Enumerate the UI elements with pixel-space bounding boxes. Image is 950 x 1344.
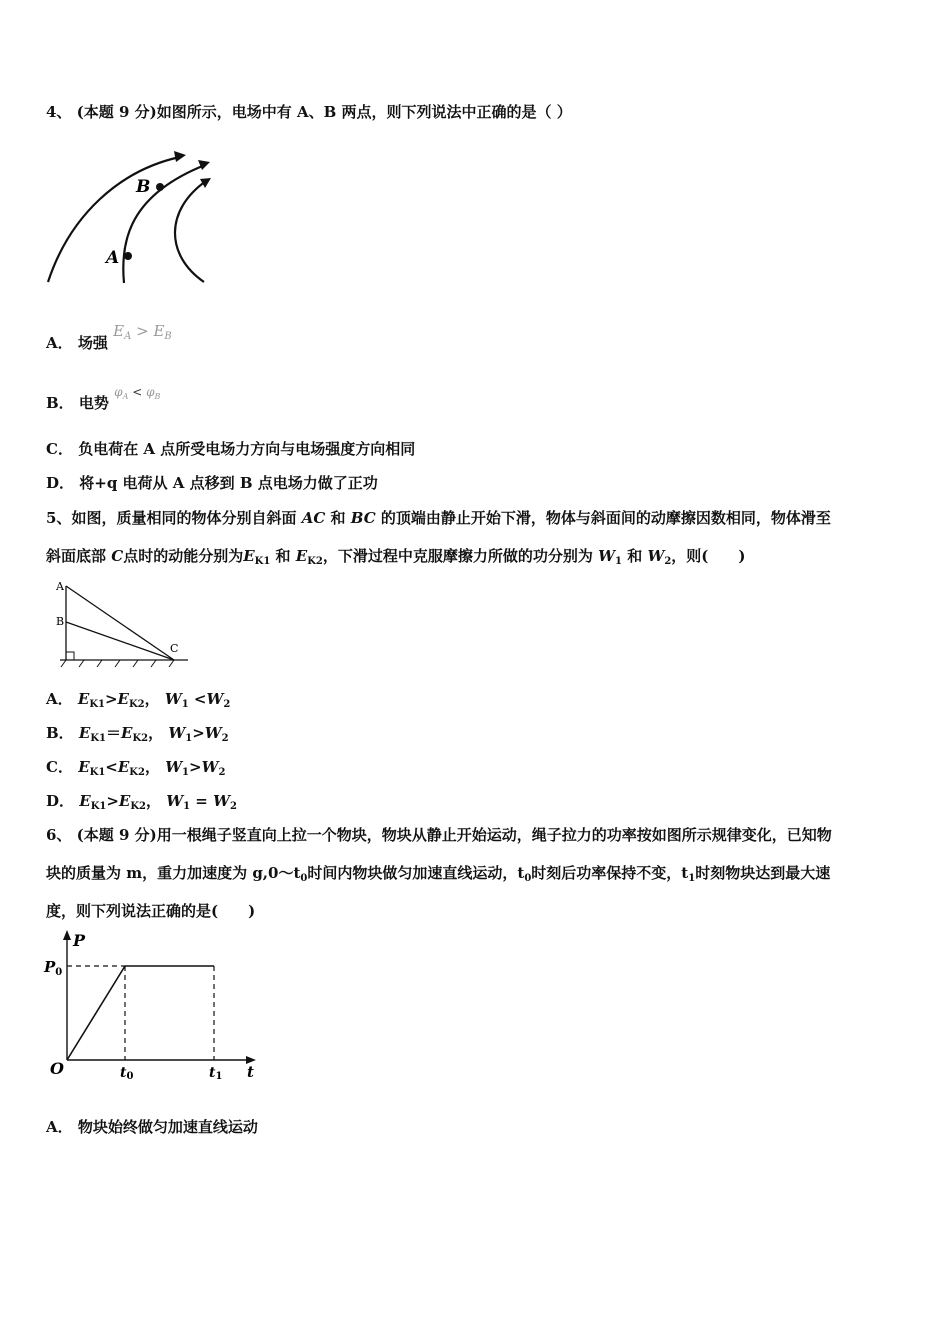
ramp-line xyxy=(67,966,125,1060)
option-text: 负电荷在 A 点所受电场力方向与电场强度方向相同 xyxy=(78,440,416,458)
point-a xyxy=(124,252,132,260)
arrowhead-2 xyxy=(198,160,210,170)
q4-option-d[interactable] xyxy=(46,472,378,493)
q6-power-time-graph xyxy=(40,928,270,1083)
option-text: 电势 xyxy=(78,394,109,412)
q5-option-c[interactable]: C． $E_{K1}<E_{K2}$， $W_1>W_2$ xyxy=(46,758,226,778)
q6-stem-line2: 块的质量为 m，重力加速度为 $g,0\sim t_0$时间内物块做匀加速直线运动，$t_0$时刻后功率保持不变，$t_1$时刻物块达到最大速 xyxy=(46,864,831,884)
q4-option-a[interactable] xyxy=(46,322,172,354)
q5-stem-line2: 斜面底部 C点时的动能分别为$E_{K1}$ 和 $E_{K2}$，下滑过程中克服摩擦力所做的功分别为 $W_1$ 和 $W_2$，则( ) xyxy=(46,547,746,567)
option-letter: C． xyxy=(46,440,73,458)
q4-field-lines-figure xyxy=(40,145,230,290)
label-a: A xyxy=(56,580,64,593)
incline-bc xyxy=(66,622,174,660)
point-b xyxy=(156,183,164,191)
p0-label: $P_0$ xyxy=(44,958,63,978)
origin-label: O xyxy=(50,1059,64,1078)
q5-option-b[interactable]: B． $E_{K1}=E_{K2}$， $W_1>W_2$ xyxy=(46,724,229,744)
option-letter: B． xyxy=(46,394,74,412)
option-letter: A． xyxy=(46,334,73,352)
formula-ea-gt-eb: $E_A > E_B$ xyxy=(113,322,172,342)
field-line-3 xyxy=(175,181,206,282)
q6-stem-line3: 度，则下列说法正确的是( ) xyxy=(46,902,256,920)
incline-ac xyxy=(66,586,174,660)
label-b: B xyxy=(136,177,151,197)
option-text: 将+q 电荷从 A 点移到 B 点电场力做了正功 xyxy=(79,474,378,492)
label-a: A xyxy=(106,248,120,268)
formula-phia-lt-phib: φA < φB xyxy=(114,385,161,401)
q4-option-c[interactable] xyxy=(46,438,415,459)
right-angle-mark xyxy=(66,652,74,660)
q6-stem-line1: 6、 (本题 9 分)用一根绳子竖直向上拉一个物块，物块从静止开始运动，绳子拉力的功率按如图所示规律变化，已知物 xyxy=(46,826,832,844)
q5-incline-figure xyxy=(52,578,197,670)
q4-number: 4、 xyxy=(46,103,72,121)
label-b: B xyxy=(56,615,65,628)
q5-stem-line1: 5、如图，质量相同的物体分别自斜面 AC 和 BC 的顶端由静止开始下滑，物体与斜面间的动摩擦因数相同，物体滑至 xyxy=(46,509,831,527)
q6-option-a[interactable]: A． 物块始终做匀加速直线运动 xyxy=(46,1118,258,1136)
t1-label: t1 xyxy=(209,1065,223,1082)
q4-stem xyxy=(46,101,572,122)
q5-number: 5、 xyxy=(46,509,72,527)
q5-option-a[interactable]: A． $E_{K1}>E_{K2}$， $W_1 <W_2$ xyxy=(46,690,231,710)
q4-option-b[interactable] xyxy=(46,385,161,413)
x-label: t xyxy=(247,1063,254,1081)
arrowhead-1 xyxy=(174,151,186,162)
q5-option-d[interactable]: D． $E_{K1}>E_{K2}$， $W_1 = W_2$ xyxy=(46,792,237,812)
option-text: 场强 xyxy=(77,334,108,352)
t0-label: t0 xyxy=(120,1065,134,1082)
y-label: P xyxy=(73,931,86,950)
option-letter: D． xyxy=(46,474,75,492)
q6-number: 6、 xyxy=(46,826,72,844)
q4-stem-text: (本题 9 分)如图所示，电场中有 A、B 两点，则下列说法中正确的是（ ） xyxy=(76,103,572,121)
label-c: C xyxy=(170,642,179,655)
